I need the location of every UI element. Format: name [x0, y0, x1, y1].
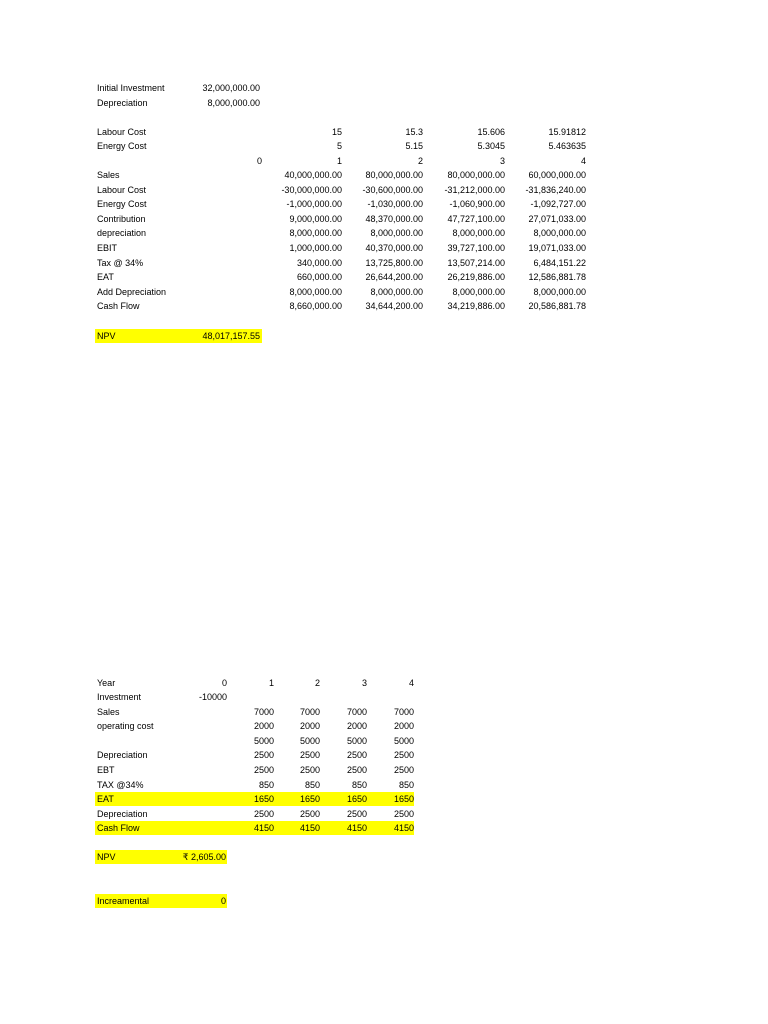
cell-value: 850 [398, 779, 414, 790]
table-row [0, 285, 600, 299]
cell-value: 1650 [393, 794, 414, 805]
cell-value: 4150 [253, 823, 274, 834]
initial-investment-row [0, 81, 300, 95]
npv-value: 48,017,157.55 [202, 331, 260, 341]
table-row [0, 690, 420, 704]
table-row [0, 241, 600, 255]
table-row [0, 212, 600, 226]
cell-value: 6,484,151.22 [533, 257, 586, 268]
cell-value: -1,030,000.00 [367, 199, 423, 210]
row-label: depreciation [97, 228, 147, 239]
year-cell: 4 [408, 678, 414, 688]
row-label: Depreciation [97, 98, 148, 108]
cell-value: 2000 [299, 721, 320, 732]
year-cell: 0 [221, 678, 227, 688]
cell-value: -1,060,900.00 [449, 199, 505, 210]
cell-value: 2500 [253, 765, 274, 775]
cell-value: 2000 [253, 721, 274, 732]
cell-value: 40,370,000.00 [365, 243, 423, 253]
cell-value: 60,000,000.00 [528, 170, 586, 180]
npv-label: NPV [97, 852, 116, 862]
npv-value: ₹ 2,605.00 [182, 852, 226, 862]
cell-value: -31,212,000.00 [444, 184, 505, 195]
table-row [0, 197, 600, 211]
cell-value: 7000 [253, 706, 274, 717]
npv-row [0, 850, 420, 864]
energy-rate-row [0, 139, 600, 153]
row-label: EAT [97, 794, 114, 805]
cell-value: -1,092,727.00 [530, 199, 586, 210]
cell-value: 13,725,800.00 [365, 257, 423, 268]
cell-value: -30,000,000.00 [281, 184, 342, 195]
table-row [0, 748, 420, 762]
row-label: EAT [97, 272, 114, 283]
cell-value: 80,000,000.00 [365, 170, 423, 180]
cell-value: 8,000,000.00 [452, 286, 505, 297]
row-label: EBT [97, 765, 115, 775]
incremental-row [0, 894, 420, 908]
table-row [0, 168, 600, 182]
year-header-row [0, 154, 600, 168]
row-label: EBIT [97, 243, 118, 253]
cell-value: 5000 [253, 735, 274, 746]
row-label: Depreciation [97, 808, 148, 819]
cell-value: 2500 [253, 750, 274, 761]
cell-value: 2500 [299, 808, 320, 819]
table-row [0, 256, 600, 270]
cell-value: 20,586,881.78 [528, 301, 586, 312]
incremental-value: 0 [220, 896, 226, 906]
row-label: Energy Cost [97, 141, 147, 151]
cell-value: 5.15 [405, 141, 423, 151]
cell-value: 2500 [253, 808, 274, 819]
cell-value: -10000 [198, 692, 227, 702]
row-label: Labour Cost [97, 184, 147, 195]
cell-value: 1650 [346, 794, 367, 805]
cell-value: 2500 [393, 765, 414, 775]
cell-value: 8,660,000.00 [289, 301, 342, 312]
year-cell: 3 [499, 156, 505, 166]
cell-value: 2500 [346, 750, 367, 761]
cell-value: 40,000,000.00 [284, 170, 342, 180]
table-row [0, 270, 600, 284]
cell-value: 4150 [299, 823, 320, 834]
row-label: Investment [97, 692, 142, 702]
cell-value: 32,000,000.00 [202, 83, 260, 93]
cell-value: 9,000,000.00 [289, 213, 342, 224]
row-label: Sales [97, 706, 120, 717]
row-label: Labour Cost [97, 127, 147, 137]
row-label: TAX @34% [97, 779, 144, 790]
row-label: Depreciation [97, 750, 148, 761]
cell-value: 5000 [299, 735, 320, 746]
cell-value: 8,000,000.00 [207, 98, 260, 108]
cell-value: 26,219,886.00 [447, 272, 505, 283]
cell-value: 8,000,000.00 [370, 286, 423, 297]
cell-value: 15.91812 [548, 127, 586, 137]
cell-value: 80,000,000.00 [447, 170, 505, 180]
cell-value: 8,000,000.00 [533, 286, 586, 297]
cell-value: 34,644,200.00 [365, 301, 423, 312]
cell-value: 7000 [346, 706, 367, 717]
year-cell: 1 [336, 156, 342, 166]
cell-value: 13,507,214.00 [447, 257, 505, 268]
cell-value: 5.3045 [477, 141, 505, 151]
year-cell: 2 [314, 678, 320, 688]
npv-label: NPV [97, 331, 116, 341]
cell-value: 5.463635 [548, 141, 586, 151]
cell-value: 340,000.00 [296, 257, 342, 268]
row-label: Sales [97, 170, 120, 180]
cell-value: 7000 [299, 706, 320, 717]
row-label: Cash Flow [97, 823, 140, 834]
cell-value: 8,000,000.00 [452, 228, 505, 239]
table-row [0, 792, 420, 806]
incremental-label: Increamental [97, 896, 150, 906]
year-header-row [0, 676, 420, 690]
table-row [0, 183, 600, 197]
row-label: Energy Cost [97, 199, 147, 210]
year-cell: 2 [417, 156, 423, 166]
cell-value: 2000 [346, 721, 367, 732]
cell-value: 47,727,100.00 [447, 213, 505, 224]
year-cell: 1 [268, 678, 274, 688]
table-row [0, 299, 600, 313]
row-label: Cash Flow [97, 301, 140, 312]
cell-value: 8,000,000.00 [370, 228, 423, 239]
row-label: Year [97, 678, 116, 688]
table-row [0, 821, 420, 835]
labour-rate-row [0, 125, 600, 139]
table-row [0, 734, 420, 748]
cell-value: -30,600,000.00 [362, 184, 423, 195]
cell-value: 15.3 [405, 127, 423, 137]
cell-value: 12,586,881.78 [528, 272, 586, 283]
cell-value: 39,727,100.00 [447, 243, 505, 253]
cell-value: 660,000.00 [296, 272, 342, 283]
cell-value: 4150 [346, 823, 367, 834]
row-label: operating cost [97, 721, 154, 732]
depreciation-row [0, 96, 300, 110]
cell-value: 8,000,000.00 [533, 228, 586, 239]
cell-value: 2000 [393, 721, 414, 732]
cell-value: 34,219,886.00 [447, 301, 505, 312]
cell-value: 2500 [393, 808, 414, 819]
cell-value: 2500 [393, 750, 414, 761]
cell-value: 8,000,000.00 [289, 286, 342, 297]
table-row [0, 719, 420, 733]
table-row [0, 763, 420, 777]
cell-value: 48,370,000.00 [365, 213, 423, 224]
cell-value: 2500 [346, 765, 367, 775]
cell-value: 1,000,000.00 [289, 243, 342, 253]
cell-value: 1650 [299, 794, 320, 805]
row-label: Initial Investment [97, 83, 165, 93]
table-row [0, 807, 420, 821]
cell-value: 8,000,000.00 [289, 228, 342, 239]
row-label: Contribution [97, 213, 146, 224]
table-row [0, 226, 600, 240]
table-row [0, 778, 420, 792]
cell-value: 4150 [393, 823, 414, 834]
year-cell: 3 [361, 678, 367, 688]
cell-value: -1,000,000.00 [286, 199, 342, 210]
row-label: Add Depreciation [97, 286, 167, 297]
cell-value: 5 [336, 141, 342, 151]
cell-value: 2500 [299, 750, 320, 761]
cell-value: 26,644,200.00 [365, 272, 423, 283]
cell-value: 850 [258, 779, 274, 790]
cell-value: 27,071,033.00 [528, 213, 586, 224]
cell-value: 5000 [393, 735, 414, 746]
year-cell: 4 [580, 156, 586, 166]
cell-value: 2500 [346, 808, 367, 819]
row-label: Tax @ 34% [97, 257, 144, 268]
cell-value: 19,071,033.00 [528, 243, 586, 253]
cell-value: 1650 [253, 794, 274, 805]
cell-value: 7000 [393, 706, 414, 717]
cell-value: 850 [304, 779, 320, 790]
cell-value: 15 [331, 127, 342, 137]
cell-value: 850 [351, 779, 367, 790]
cell-value: 15.606 [477, 127, 505, 137]
table-row [0, 705, 420, 719]
npv-row [0, 329, 600, 343]
cell-value: -31,836,240.00 [525, 184, 586, 195]
year-cell: 0 [256, 156, 262, 166]
cell-value: 5000 [346, 735, 367, 746]
cell-value: 2500 [299, 765, 320, 775]
